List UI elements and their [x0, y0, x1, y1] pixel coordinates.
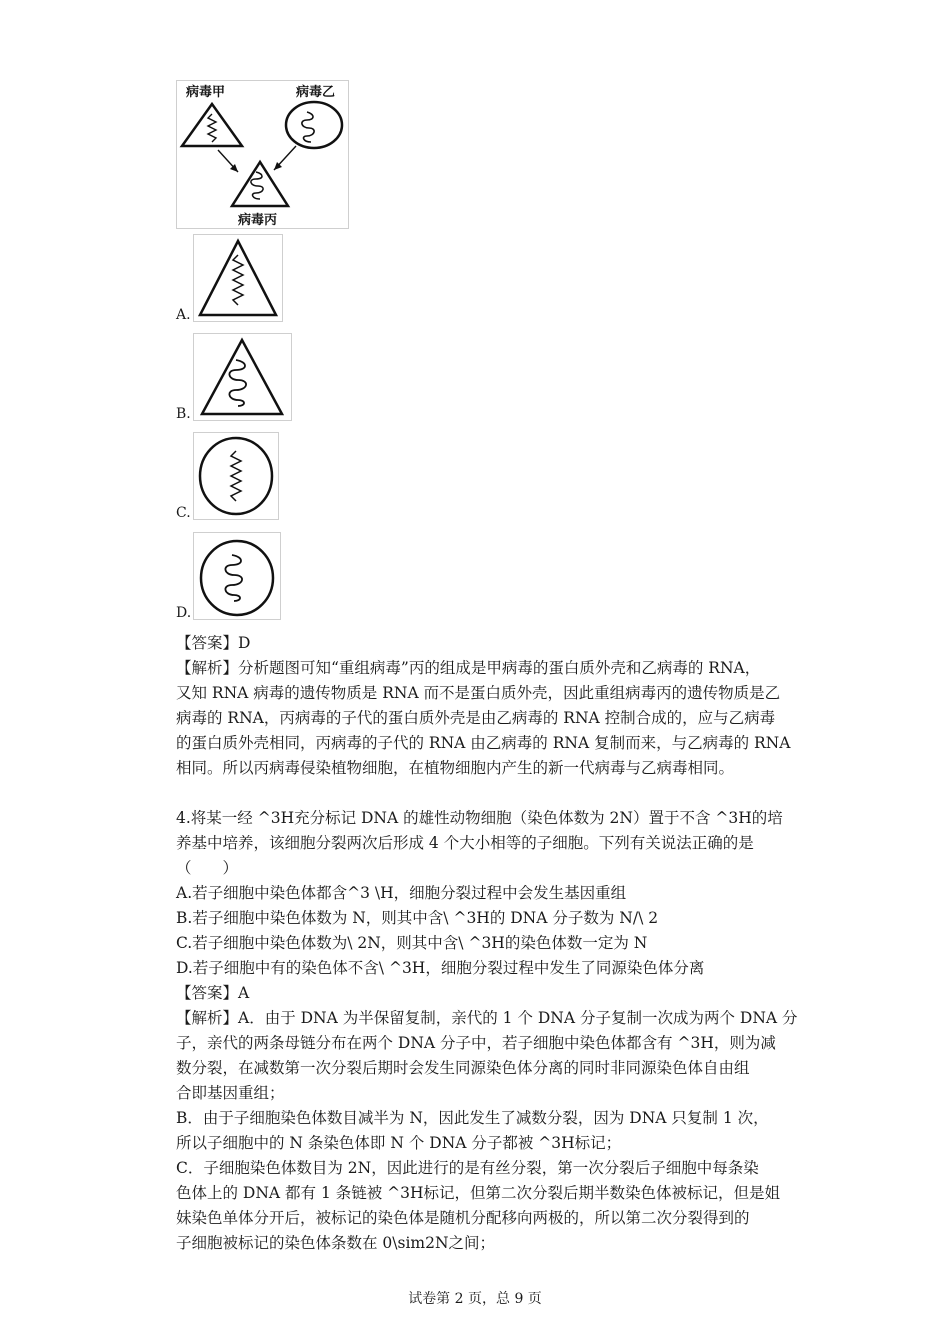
q4-stem-line: （ ）	[176, 859, 239, 877]
q3-analysis-line: 相同。所以丙病毒侵染植物细胞，在植物细胞内产生的新一代病毒与乙病毒相同。	[176, 759, 735, 777]
option-b-letter: B.	[176, 406, 191, 422]
q4-analysis-line: C．子细胞染色体数目为 2N，因此进行的是有丝分裂，第一次分裂后子细胞中每条染	[176, 1159, 759, 1177]
q3-analysis-line: 又知 RNA 病毒的遗传物质是 RNA 而不是蛋白质外壳，因此重组病毒丙的遗传物质是乙	[176, 684, 781, 702]
option-a-letter: A.	[176, 307, 191, 323]
option-a-figure	[193, 234, 283, 322]
virus-recombination-figure	[176, 80, 349, 229]
option-d-figure	[193, 532, 281, 620]
option-c-letter: C.	[176, 505, 191, 521]
q3-analysis-line: 【解析】分析题图可知“重组病毒”丙的组成是甲病毒的蛋白质外壳和乙病毒的 RNA，	[176, 659, 761, 677]
q3-answer: 【答案】D	[176, 634, 251, 652]
q4-analysis-line: 合即基因重组；	[176, 1084, 285, 1102]
circle-shape	[201, 541, 273, 615]
option-c-figure	[193, 432, 279, 520]
coiled-nucleic-acid-icon	[229, 360, 246, 406]
q4-choice-d: D.若子细胞中有的染色体不含\ ^3H，细胞分裂过程中发生了同源染色体分离	[176, 959, 705, 977]
virus-c-label: 病毒丙	[238, 213, 278, 228]
q4-choice-b: B.若子细胞中染色体数为 N，则其中含\ ^3H的 DNA 分子数为 N/\ 2	[176, 909, 659, 927]
option-b	[176, 333, 292, 421]
q3-analysis-line: 病毒的 RNA，丙病毒的子代的蛋白质外壳是由乙病毒的 RNA 控制合成的，应与乙病毒	[176, 709, 776, 727]
q4-stem-line: 4.将某一经 ^3H充分标记 DNA 的雄性动物细胞（染色体数为 2N）置于不含 ^3H的培	[176, 809, 783, 827]
q4-analysis-line: 妹染色单体分开后，被标记的染色体是随机分配移向两极的，所以第二次分裂得到的	[176, 1209, 750, 1227]
coiled-nucleic-acid-icon	[225, 555, 242, 601]
option-a	[176, 234, 283, 322]
q4-choice-c: C.若子细胞中染色体数为\ 2N，则其中含\ ^3H的染色体数一定为 N	[176, 934, 648, 952]
q4-analysis-line: 子，亲代的两条母链分布在两个 DNA 分子中，若子细胞中染色体都含有 ^3H，则为减	[176, 1034, 776, 1052]
q4-analysis-line: 数分裂，在减数第一次分裂后期时会发生同源染色体分离的同时非同源染色体自由组	[176, 1059, 750, 1077]
circle-shape	[200, 438, 272, 514]
wavy-nucleic-acid-icon	[231, 451, 241, 501]
q4-analysis-line: 所以子细胞中的 N 条染色体即 N 个 DNA 分子都被 ^3H标记；	[176, 1134, 622, 1152]
option-b-figure	[193, 333, 292, 421]
option-c	[176, 432, 279, 520]
wavy-nucleic-acid-icon	[233, 255, 243, 305]
page-footer: 试卷第 2 页，总 9 页	[408, 1291, 542, 1307]
virus-a-label: 病毒甲	[186, 85, 226, 100]
q4-stem-line: 养基中培养，该细胞分裂两次后形成 4 个大小相等的子细胞。下列有关说法正确的是	[176, 834, 754, 852]
q4-answer: 【答案】A	[176, 984, 250, 1002]
option-d-letter: D.	[176, 605, 192, 621]
option-d	[176, 532, 281, 620]
q4-analysis-line: 色体上的 DNA 都有 1 条链被 ^3H标记，但第二次分裂后期半数染色体被标记，但是姐	[176, 1184, 781, 1202]
q4-choice-a: A.若子细胞中染色体都含^3 \H，细胞分裂过程中会发生基因重组	[176, 884, 627, 902]
virus-b-label: 病毒乙	[296, 85, 336, 100]
triangle-shape	[202, 340, 282, 414]
q4-analysis-line: 子细胞被标记的染色体条数在 0\sim2N之间；	[176, 1234, 496, 1252]
q4-analysis-line: B．由于子细胞染色体数目减半为 N，因此发生了减数分裂，因为 DNA 只复制 1 次，	[176, 1109, 769, 1127]
q4-analysis-line: 【解析】A．由于 DNA 为半保留复制，亲代的 1 个 DNA 分子复制一次成为两个 DNA 分	[176, 1009, 798, 1027]
q3-analysis-line: 的蛋白质外壳相同，丙病毒的子代的 RNA 由乙病毒的 RNA 复制而来，与乙病毒的 RNA	[176, 734, 791, 752]
